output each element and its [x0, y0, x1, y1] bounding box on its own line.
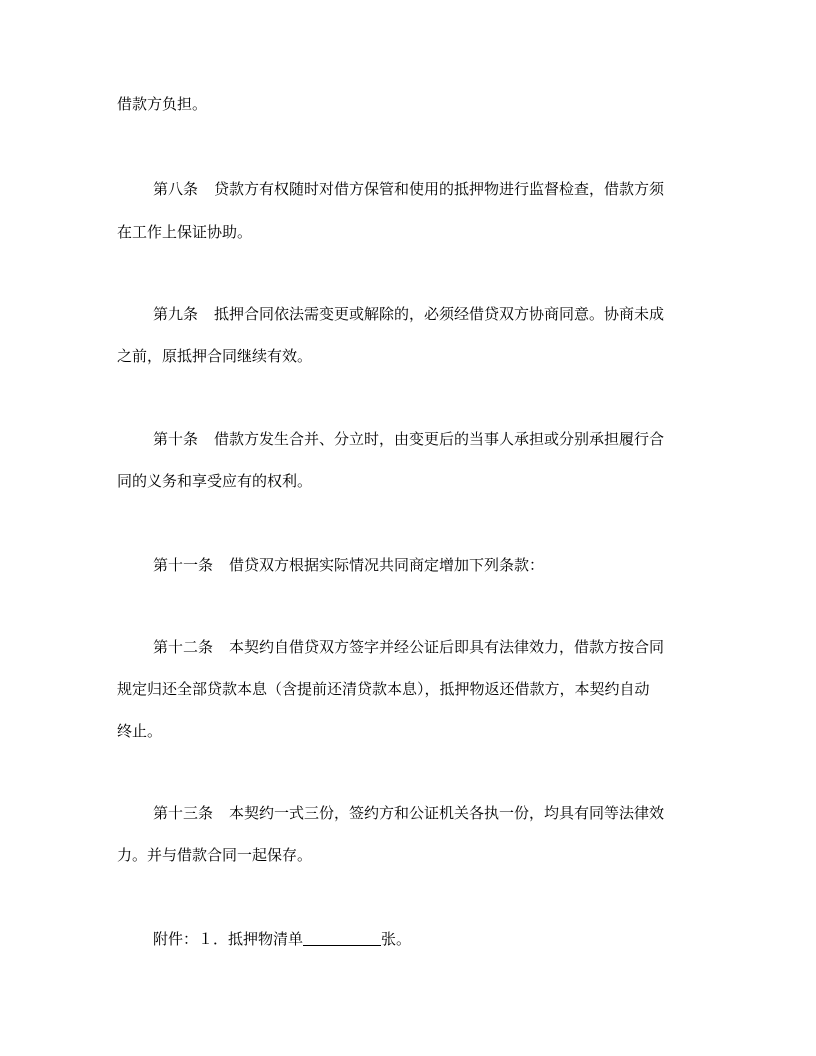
article-13-line-1	[153, 803, 664, 823]
article-10-number: 第十条	[153, 430, 199, 448]
attachment-label: 附件：１．抵押物清单	[153, 930, 304, 948]
attachment-blank-field[interactable]	[303, 931, 381, 946]
attachment-suffix: 张。	[381, 930, 412, 948]
article-10-text-1: 借款方发生合并、分立时，由变更后的当事人承担或分别承担履行合	[214, 430, 665, 448]
article-12-text-1: 本契约自借贷双方签字并经公证后即具有法律效力，借款方按合同	[229, 638, 665, 656]
article-8-line-1	[153, 179, 664, 199]
article-9-text-1: 抵押合同依法需变更或解除的，必须经借贷双方协商同意。协商未成	[214, 305, 665, 323]
article-10-line-2: 同的义务和享受应有的权利。	[117, 472, 313, 490]
article-12-line-2: 规定归还全部贷款本息（含提前还清贷款本息），抵押物返还借款方，本契约自动	[117, 680, 650, 698]
article-8-text-1: 贷款方有权随时对借方保管和使用的抵押物进行监督检查，借款方须	[214, 180, 665, 198]
article-11-line-1	[153, 555, 544, 575]
article-9-line-2: 之前，原抵押合同继续有效。	[117, 347, 313, 365]
article-12-line-3: 终止。	[117, 722, 163, 740]
article-10-line-1	[153, 429, 664, 449]
attachment-line	[153, 929, 411, 949]
article-12-line-1	[153, 637, 664, 657]
article-12-number: 第十二条	[153, 638, 214, 656]
article-11-text-1: 借贷双方根据实际情况共同商定增加下列条款：	[229, 556, 545, 574]
article-13-line-2: 力。并与借款合同一起保存。	[117, 846, 313, 864]
article-8-number: 第八条	[153, 180, 199, 198]
article-11-number: 第十一条	[153, 556, 214, 574]
article-8-line-2: 在工作上保证协助。	[117, 223, 253, 241]
article-13-text-1: 本契约一式三份，签约方和公证机关各执一份，均具有同等法律效	[229, 804, 665, 822]
article-9-number: 第九条	[153, 305, 199, 323]
article-13-number: 第十三条	[153, 804, 214, 822]
article-9-line-1	[153, 304, 664, 324]
paragraph-continuation: 借款方负担。	[117, 95, 208, 113]
